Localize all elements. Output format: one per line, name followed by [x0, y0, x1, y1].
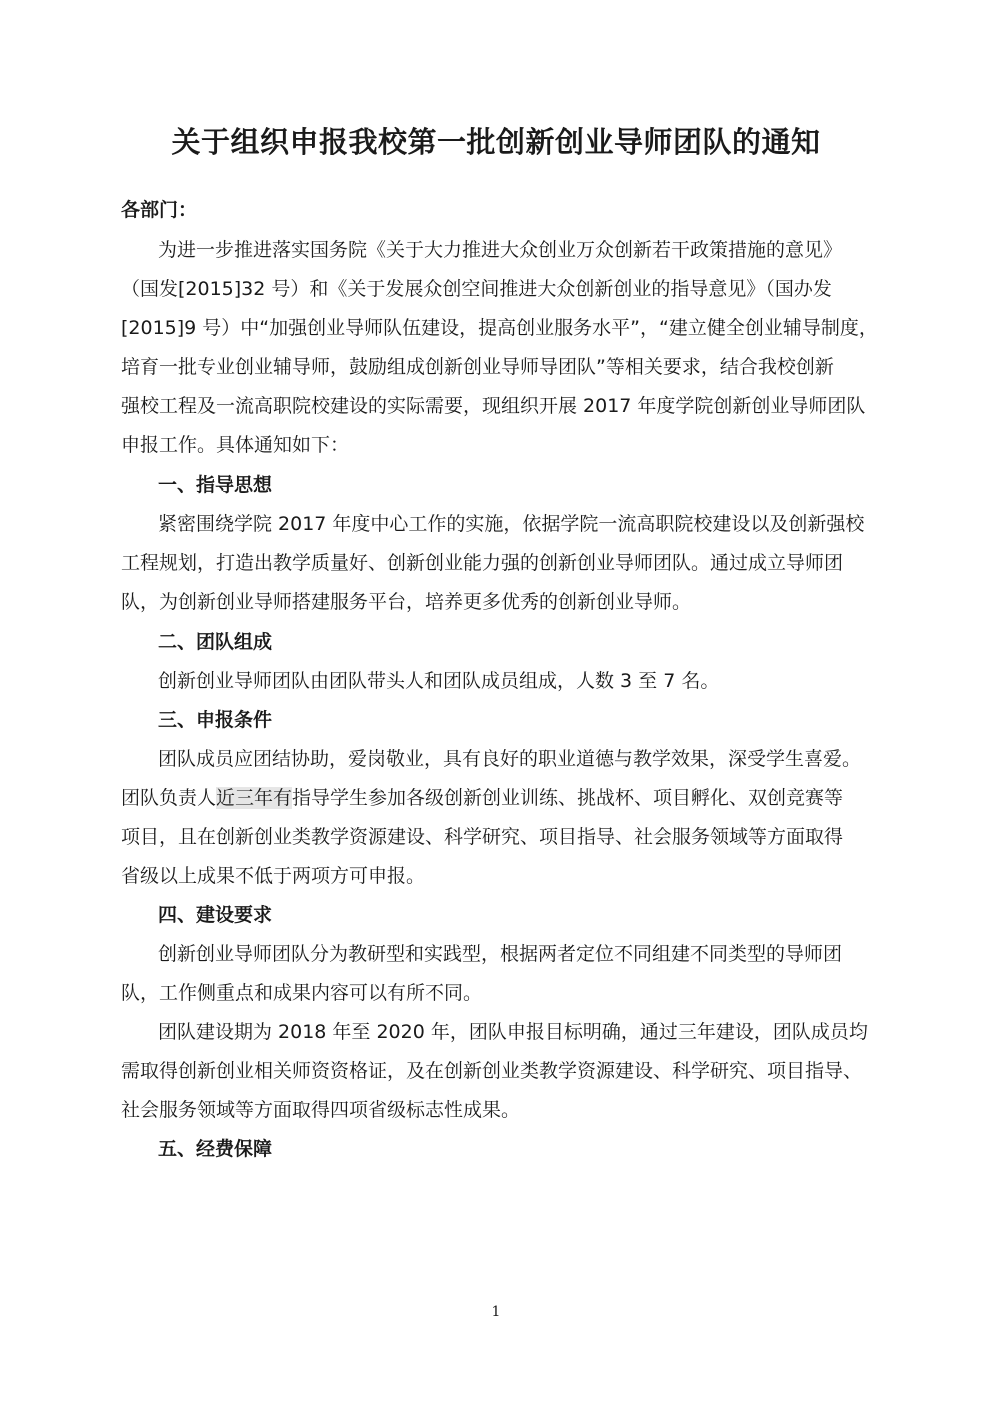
intro-line-5: 强校工程及一流高职院校建设的实际需要，现组织开展 2017 年度学院创新创业导师团队 [121, 395, 866, 417]
section-heading-guiding-ideology: 一、指导思想 [158, 474, 273, 496]
intro-line-2: （国发[2015]32 号）和《关于发展众创空间推进大众创新创业的指导意见》（国办发 [121, 278, 832, 300]
section3-line-2-end: 指导学生参加各级创新创业训练、挑战杯、项目孵化、双创竞赛等 [292, 787, 844, 809]
section4-line-1: 创新创业导师团队分为教研型和实践型，根据两者定位不同组建不同类型的导师团 [158, 943, 843, 965]
section4-line-4: 需取得创新创业相关师资资格证，及在创新创业类教学资源建设、科学研究、项目指导、 [121, 1060, 863, 1082]
section3-line-2 [121, 784, 843, 812]
page-number: 1 [491, 1304, 501, 1320]
salutation: 各部门： [121, 199, 198, 221]
section1-line-1: 紧密围绕学院 2017 年度中心工作的实施，依据学院一流高职院校建设以及创新强校 [158, 513, 865, 535]
section3-line-3: 项目，且在创新创业类教学资源建设、科学研究、项目指导、社会服务领域等方面取得 [121, 826, 844, 848]
section1-line-2: 工程规划，打造出教学质量好、创新创业能力强的创新创业导师团队。通过成立导师团 [121, 552, 844, 574]
section4-line-5: 社会服务领域等方面取得四项省级标志性成果。 [121, 1099, 521, 1121]
section3-line-1: 团队成员应团结协助，爱岗敬业，具有良好的职业道德与教学效果，深受学生喜爱。 [158, 748, 862, 770]
section4-line-3: 团队建设期为 2018 年至 2020 年，团队申报目标明确，通过三年建设，团队成员均 [158, 1021, 868, 1043]
section-heading-application-conditions: 三、申报条件 [158, 709, 273, 731]
intro-line-4: 培育一批专业创业辅导师，鼓励组成创新创业导师导团队”等相关要求，结合我校创新 [121, 356, 834, 378]
intro-line-1: 为进一步推进落实国务院《关于大力推进大众创业万众创新若干政策措施的意见》 [158, 239, 843, 261]
section1-line-3: 队，为创新创业导师搭建服务平台，培养更多优秀的创新创业导师。 [121, 591, 692, 613]
section-heading-funding-guarantee: 五、经费保障 [158, 1138, 273, 1160]
intro-line-3: [2015]9 号）中“加强创业导师队伍建设，提高创业服务水平”，“建立健全创业辅导制度， [121, 317, 878, 339]
section2-line-1: 创新创业导师团队由团队带头人和团队成员组成，人数 3 至 7 名。 [158, 670, 720, 692]
section4-line-2: 队，工作侧重点和成果内容可以有所不同。 [121, 982, 483, 1004]
highlighted-text: 近三年有 [216, 787, 293, 809]
section-heading-team-composition: 二、团队组成 [158, 631, 273, 653]
section3-line-4: 省级以上成果不低于两项方可申报。 [121, 865, 426, 887]
document-title: 关于组织申报我校第一批创新创业导师团队的通知 [171, 125, 821, 159]
intro-line-6: 申报工作。具体通知如下： [121, 434, 350, 456]
section3-line-2-start: 团队负责人 [121, 787, 217, 809]
section-heading-construction-requirements: 四、建设要求 [158, 904, 273, 926]
